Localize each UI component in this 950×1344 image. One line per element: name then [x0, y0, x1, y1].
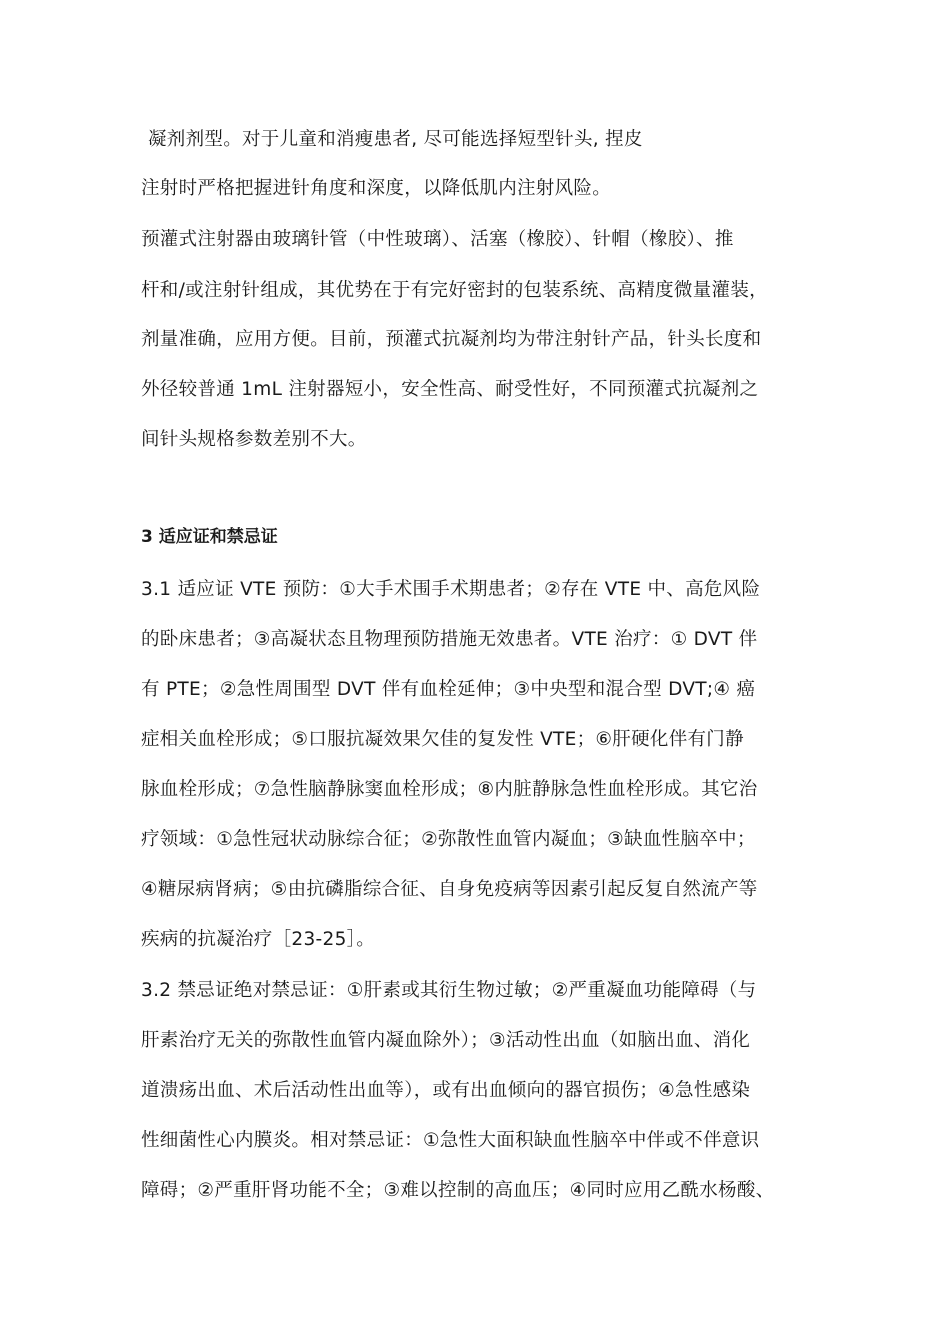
section-heading: 3 适应证和禁忌证: [141, 527, 278, 547]
text-line: 有 PTE；②急性周围型 DVT 伴有血栓延伸；③中央型和混合型 DVT;④ 癌: [141, 679, 756, 700]
text-line: 预灌式注射器由玻璃针管（中性玻璃）、活塞（橡胶）、针帽（橡胶）、推: [141, 229, 734, 250]
text-line: 剂量准确，应用方便。目前，预灌式抗凝剂均为带注射针产品，针头长度和: [141, 329, 762, 350]
text-line: 道溃疡出血、术后活动性出血等），或有出血倾向的器官损伤；④急性感染: [141, 1080, 751, 1101]
text-line: 的卧床患者；③高凝状态且物理预防措施无效患者。VTE 治疗：① DVT 伴: [141, 629, 758, 650]
text-line: 脉血栓形成；⑦急性脑静脉窦血栓形成；⑧内脏静脉急性血栓形成。其它治: [141, 779, 758, 800]
text-line: 疾病的抗凝治疗［23-25］。: [141, 929, 376, 950]
text-line: 3.2 禁忌证绝对禁忌证：①肝素或其衍生物过敏；②严重凝血功能障碍（与: [141, 980, 757, 1001]
text-line: 障碍；②严重肝肾功能不全；③难以控制的高血压；④同时应用乙酰水杨酸、: [141, 1180, 775, 1201]
text-line: 疗领域：①急性冠状动脉综合征；②弥散性血管内凝血；③缺血性脑卒中；: [141, 829, 756, 850]
text-line: 性细菌性心内膜炎。相对禁忌证：①急性大面积缺血性脑卒中伴或不伴意识: [141, 1130, 760, 1151]
text-line: 杆和/或注射针组成，其优势在于有完好密封的包装系统、高精度微量灌装，: [141, 280, 768, 301]
text-line: 外径较普通 1mL 注射器短小，安全性高、耐受性好，不同预灌式抗凝剂之: [141, 379, 759, 400]
text-line: 3.1 适应证 VTE 预防：①大手术围手术期患者；②存在 VTE 中、高危风险: [141, 579, 761, 600]
text-line: 凝剂剂型。对于儿童和消瘦患者, 尽可能选择短型针头, 捏皮: [148, 129, 643, 150]
text-line: 间针头规格参数差别不大。: [141, 429, 367, 450]
text-line: 肝素治疗无关的弥散性血管内凝血除外）；③活动性出血（如脑出血、消化: [141, 1030, 751, 1051]
text-line: 注射时严格把握进针角度和深度，以降低肌内注射风险。: [141, 178, 612, 199]
text-line: ④糖尿病肾病；⑤由抗磷脂综合征、自身免疫病等因素引起反复自然流产等: [141, 879, 758, 900]
text-line: 症相关血栓形成；⑤口服抗凝效果欠佳的复发性 VTE；⑥肝硬化伴有门静: [141, 729, 744, 750]
